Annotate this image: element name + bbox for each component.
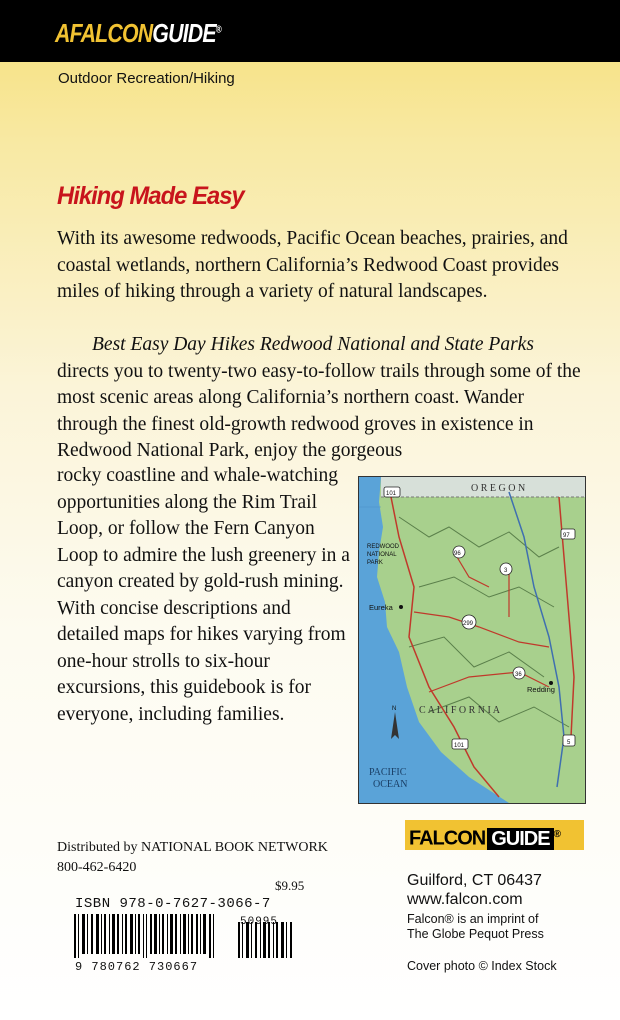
highway-shield-299	[462, 615, 476, 629]
distributor-line: Distributed by NATIONAL BOOK NETWORK	[57, 840, 328, 855]
map-label-oregon: O R E G O N	[471, 483, 526, 494]
logo-reg-mark: ®	[215, 24, 221, 36]
book-title: Best Easy Day Hikes Redwood National and State Parks	[92, 334, 534, 355]
logo2-reg-mark: ®	[553, 829, 560, 840]
publisher-imprint-1: Falcon® is an imprint of	[407, 912, 539, 926]
map-label-park-1: REDWOOD	[367, 544, 399, 550]
price: $9.95	[275, 878, 305, 893]
map-label-redding: Redding	[527, 685, 555, 694]
headline: Hiking Made Easy	[57, 182, 244, 210]
description-text-wide: directs you to twenty-two easy-to-follow trails through some of the most scenic areas along California’s northern coast. Wander through the finest old-growth redwood groves in existence in Redwood National Park, enjoy the gorgeous	[57, 360, 581, 461]
barcode-block	[60, 878, 310, 978]
isbn: ISBN 978-0-7627-3066-7	[75, 896, 271, 912]
description-text-narrow: rocky coastline and whale-watching opportunities along the Rim Trail Loop, or follow the Fern Canyon Loop to admire the lush greenery in a canyon created by gold-rush mining. With concise descriptions and detailed maps for hikes varying from one-hour strolls to six-hour excursions, this guidebook is for everyone, including families.	[57, 465, 350, 725]
barcode-digits: 9 780762 730667	[75, 960, 199, 974]
description-paragraph	[57, 332, 587, 465]
falcon-guide-logo-bottom	[405, 820, 584, 850]
highway-shield-101-north	[384, 487, 400, 497]
top-banner	[0, 0, 620, 62]
logo2-guide: GUIDE	[487, 828, 553, 850]
publisher-imprint-2: The Globe Pequot Press	[407, 927, 544, 941]
category-label: Outdoor Recreation/Hiking	[58, 70, 235, 87]
logo-a: A	[55, 18, 70, 48]
intro-paragraph: With its awesome redwoods, Pacific Ocean beaches, prairies, and coastal wetlands, northern California’s Redwood Coast provides miles of hiking through a variety of natural landscapes.	[57, 228, 568, 302]
map-label-california: C A L I F O R N I A	[419, 705, 501, 716]
north-label: N	[392, 706, 397, 712]
highway-shield-96	[453, 546, 465, 558]
svg-text:101: 101	[454, 743, 465, 749]
map-label-park-3: PARK	[367, 560, 383, 566]
distribution-info	[57, 838, 328, 878]
distributor-phone: 800-462-6420	[57, 860, 137, 875]
area-map	[358, 476, 586, 804]
logo2-falcon: FALCON	[409, 827, 486, 850]
map-label-park-2: NATIONAL	[367, 552, 397, 558]
publisher-city: Guilford, CT 06437	[407, 872, 542, 889]
barcode-supplement-digits: 50995	[240, 916, 279, 928]
svg-text:299: 299	[463, 621, 474, 627]
svg-text:5: 5	[567, 740, 571, 746]
logo-falcon: FALCON	[69, 18, 153, 48]
svg-text:36: 36	[515, 672, 522, 678]
highway-shield-36	[513, 667, 525, 679]
highway-shield-97	[561, 529, 575, 539]
map-dot-redding	[549, 681, 553, 685]
map-label-eureka: Eureka	[369, 603, 393, 612]
logo-guide: GUIDE	[152, 18, 216, 48]
highway-shield-3	[500, 563, 512, 575]
svg-text:97: 97	[563, 533, 570, 539]
svg-text:3: 3	[504, 568, 508, 574]
cover-photo-credit: Cover photo © Index Stock	[407, 959, 557, 973]
map-dot-eureka	[399, 605, 403, 609]
map-label-pacific: PACIFIC	[369, 767, 407, 778]
map-label-ocean: OCEAN	[373, 779, 408, 790]
svg-text:101: 101	[386, 491, 397, 497]
highway-shield-5	[563, 735, 575, 746]
svg-text:96: 96	[454, 551, 461, 557]
falcon-guide-logo	[55, 18, 221, 49]
highway-shield-101-south	[452, 739, 468, 749]
publisher-url: www.falcon.com	[407, 891, 523, 908]
